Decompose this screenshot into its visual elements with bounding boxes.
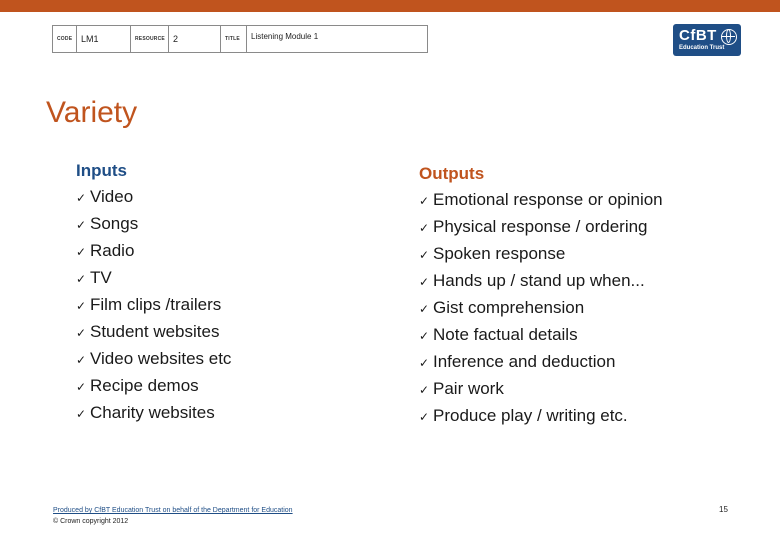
list-item-label: Pair work xyxy=(433,379,504,398)
list-item xyxy=(419,295,663,322)
code-label: CODE xyxy=(57,36,73,42)
list-item xyxy=(419,376,663,403)
list-item xyxy=(419,187,663,214)
code-value: LM1 xyxy=(81,34,99,44)
list-item xyxy=(419,349,663,376)
code-label-cell xyxy=(53,26,77,52)
outputs-column xyxy=(419,161,663,430)
inputs-heading: Inputs xyxy=(76,161,127,180)
list-item xyxy=(76,346,231,373)
list-item xyxy=(419,403,663,430)
title-label: TITLE xyxy=(225,36,240,42)
list-item-label: Video xyxy=(90,187,134,206)
check-icon: ✓ xyxy=(76,380,87,394)
list-item-label: Recipe demos xyxy=(90,376,199,395)
list-item-label: Hands up / stand up when... xyxy=(433,271,645,290)
list-item-label: Radio xyxy=(90,241,135,260)
list-item xyxy=(76,292,231,319)
check-icon: ✓ xyxy=(76,326,87,340)
list-item-label: Spoken response xyxy=(433,244,566,263)
title-value: Listening Module 1 xyxy=(251,32,319,41)
footer-produced-by-link[interactable]: Produced by CfBT Education Trust on behalf of the Department for Education xyxy=(53,507,293,514)
list-item xyxy=(419,322,663,349)
code-value-cell xyxy=(77,26,131,52)
cfbt-logo xyxy=(673,24,741,56)
outputs-heading: Outputs xyxy=(419,164,485,183)
list-item-label: Student websites xyxy=(90,322,220,341)
list-item xyxy=(76,319,231,346)
check-icon: ✓ xyxy=(419,302,430,316)
list-item-label: Inference and deduction xyxy=(433,352,616,371)
resource-label-cell xyxy=(131,26,169,52)
check-icon: ✓ xyxy=(419,221,430,235)
list-item-label: Charity websites xyxy=(90,403,215,422)
check-icon: ✓ xyxy=(76,218,87,232)
title-value-cell xyxy=(247,26,427,52)
list-item-label: Note factual details xyxy=(433,325,578,344)
list-item-label: Video websites etc xyxy=(90,349,232,368)
check-icon: ✓ xyxy=(419,329,430,343)
list-item xyxy=(76,184,231,211)
list-item-label: Songs xyxy=(90,214,139,233)
check-icon: ✓ xyxy=(419,383,430,397)
list-item-label: Film clips /trailers xyxy=(90,295,222,314)
list-item xyxy=(419,241,663,268)
list-item xyxy=(76,373,231,400)
footer-copyright: © Crown copyright 2012 xyxy=(53,518,129,525)
outputs-list xyxy=(419,187,663,430)
list-item-label: Gist comprehension xyxy=(433,298,585,317)
check-icon: ✓ xyxy=(76,353,87,367)
check-icon: ✓ xyxy=(419,356,430,370)
check-icon: ✓ xyxy=(419,194,430,208)
check-icon: ✓ xyxy=(76,245,87,259)
list-item xyxy=(419,268,663,295)
list-item xyxy=(419,214,663,241)
top-accent-bar xyxy=(0,0,780,12)
check-icon: ✓ xyxy=(76,191,87,205)
list-item xyxy=(76,265,231,292)
inputs-column xyxy=(76,158,231,427)
check-icon: ✓ xyxy=(419,248,430,262)
list-item xyxy=(76,211,231,238)
resource-label: RESOURCE xyxy=(135,36,165,42)
resource-meta-table xyxy=(52,25,428,53)
title-label-cell xyxy=(221,26,247,52)
page-number: 15 xyxy=(719,505,728,514)
resource-value-cell xyxy=(169,26,221,52)
check-icon: ✓ xyxy=(76,299,87,313)
list-item-label: Produce play / writing etc. xyxy=(433,406,628,425)
logo-main-text: CfBT xyxy=(679,27,717,44)
list-item-label: Physical response / ordering xyxy=(433,217,648,236)
check-icon: ✓ xyxy=(419,275,430,289)
page-title: Variety xyxy=(46,96,138,129)
list-item xyxy=(76,400,231,427)
check-icon: ✓ xyxy=(76,272,87,286)
list-item-label: Emotional response or opinion xyxy=(433,190,663,209)
list-item-label: TV xyxy=(90,268,112,287)
logo-sub-text: Education Trust xyxy=(679,45,725,51)
globe-icon xyxy=(721,29,737,45)
check-icon: ✓ xyxy=(419,410,430,424)
resource-value: 2 xyxy=(173,34,179,44)
list-item xyxy=(76,238,231,265)
check-icon: ✓ xyxy=(76,407,87,421)
inputs-list xyxy=(76,184,231,427)
